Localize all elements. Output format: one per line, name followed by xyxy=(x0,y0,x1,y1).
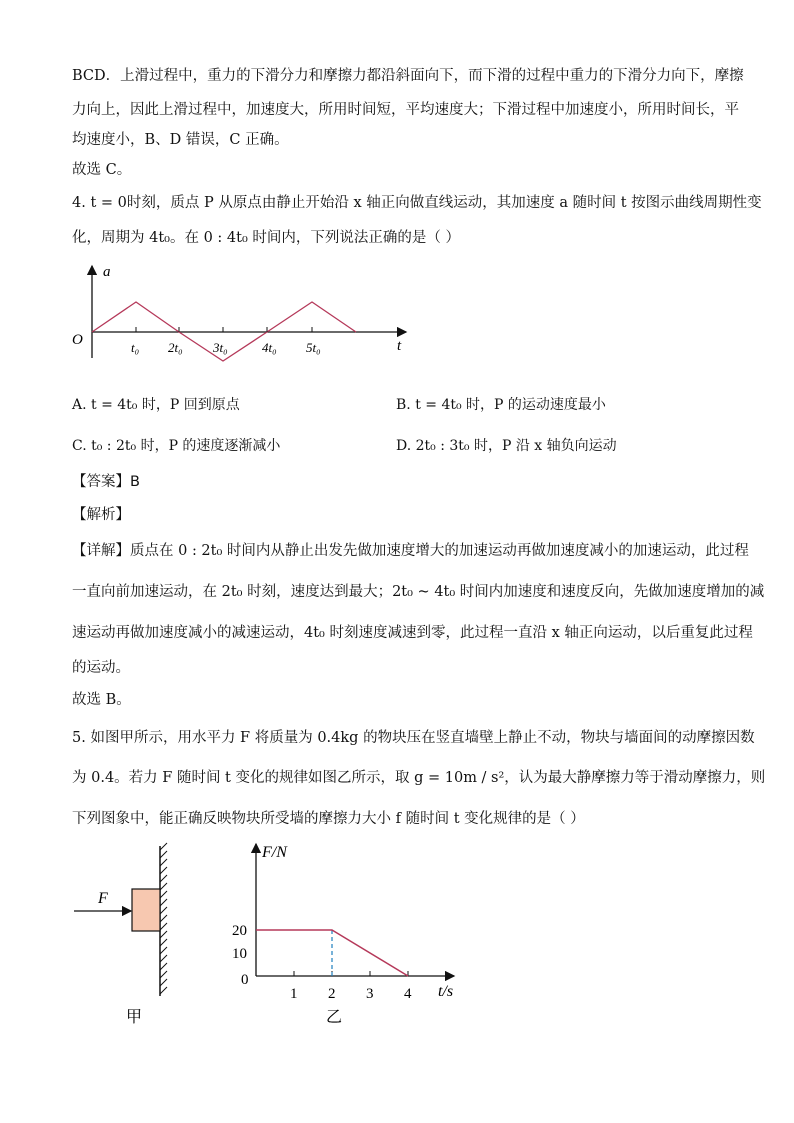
yi-x-label: t/s xyxy=(438,983,454,1000)
q3-tail-line-3: 均速度小，B、D 错误，C 正确。 xyxy=(72,132,289,148)
yi-ytick-label-10: 10 xyxy=(232,946,247,962)
yi-xtick-label-2: 2 xyxy=(328,986,336,1002)
yi-xtick-label-1: 1 xyxy=(290,986,298,1002)
q4-detail-line-2: 一直向前加速运动，在 2t₀ 时刻，速度达到最大；2t₀ ~ 4t₀ 时间内加速度和速度反向，先做加速度增加的减 xyxy=(72,584,765,600)
q4-detail-line-1: 【详解】质点在 0 : 2t₀ 时间内从静止出发先做加速度增大的加速运动再做加速度减小的加速运动，此过程 xyxy=(72,543,749,559)
q4-analysis-label: 【解析】 xyxy=(72,507,130,523)
q4-choose: 故选 B。 xyxy=(72,692,131,708)
force-label: F xyxy=(98,890,108,907)
q3-tail-line-1: BCD．上滑过程中，重力的下滑分力和摩擦力都沿斜面向下，而下滑的过程中重力的下滑分力向下，摩擦 xyxy=(72,68,744,84)
q5-figure-jia xyxy=(66,840,186,1030)
q4-tick-5t0: 5t₀ xyxy=(306,340,321,355)
q4-stem-line-2: 化，周期为 4t₀。在 0 : 4t₀ 时间内，下列说法正确的是（ ） xyxy=(72,230,460,246)
yi-xtick-label-3: 3 xyxy=(366,986,374,1002)
q4-tick-3t0: 3t₀ xyxy=(213,340,228,355)
q4-option-c: C. t₀ : 2t₀ 时，P 的速度逐渐减小 xyxy=(72,438,281,454)
yi-ytick-label-20: 20 xyxy=(232,923,247,939)
q4-origin-label: O xyxy=(72,332,83,348)
q4-x-label: t xyxy=(397,338,402,354)
q4-answer: 【答案】B xyxy=(72,474,140,490)
caption-yi: 乙 xyxy=(326,1009,343,1026)
q4-detail-line-3: 速运动再做加速度减小的减速运动，4t₀ 时刻速度减速到零，此过程一直沿 x 轴正向运动，以后重复此过程 xyxy=(72,625,753,641)
q5-figure-yi xyxy=(228,840,468,1030)
q3-choose: 故选 C。 xyxy=(72,162,132,178)
q3-tail-line-2: 力向上，因此上滑过程中，加速度大，所用时间短，平均速度大；下滑过程中加速度小，所用时间长，平 xyxy=(72,102,739,118)
q4-tick-4t0: 4t₀ xyxy=(262,340,277,355)
q4-stem-line-1: 4. t = 0时刻，质点 P 从原点由静止开始沿 x 轴正向做直线运动，其加速度 a 随时间 t 按图示曲线周期性变 xyxy=(72,195,762,211)
q4-tick-2t0: 2t₀ xyxy=(168,340,183,355)
q5-stem-line-3: 下列图象中，能正确反映物块所受墙的摩擦力大小 f 随时间 t 变化规律的是（ ） xyxy=(72,811,585,827)
q5-stem-line-2: 为 0.4。若力 F 随时间 t 变化的规律如图乙所示，取 g = 10m / s²，认为最大静摩擦力等于滑动摩擦力，则 xyxy=(72,770,766,786)
q4-acceleration-graph xyxy=(66,260,416,370)
yi-y-label: F/N xyxy=(262,844,287,861)
q4-detail-line-4: 的运动。 xyxy=(72,660,130,676)
q4-y-label: a xyxy=(103,264,111,280)
yi-origin-label: 0 xyxy=(241,972,249,988)
wall-hatching xyxy=(160,843,167,994)
q4-tick-t0: t₀ xyxy=(131,340,140,355)
yi-xtick-label-4: 4 xyxy=(404,986,412,1002)
q5-stem-line-1: 5. 如图甲所示，用水平力 F 将质量为 0.4kg 的物块压在竖直墙壁上静止不动，物块与墙面间的动摩擦因数 xyxy=(72,730,755,746)
block xyxy=(132,889,160,931)
caption-jia: 甲 xyxy=(126,1009,143,1026)
q4-option-b: B. t = 4t₀ 时，P 的运动速度最小 xyxy=(396,397,606,413)
q4-option-d: D. 2t₀ : 3t₀ 时，P 沿 x 轴负向运动 xyxy=(396,438,617,454)
q4-option-a: A. t = 4t₀ 时，P 回到原点 xyxy=(72,397,240,413)
